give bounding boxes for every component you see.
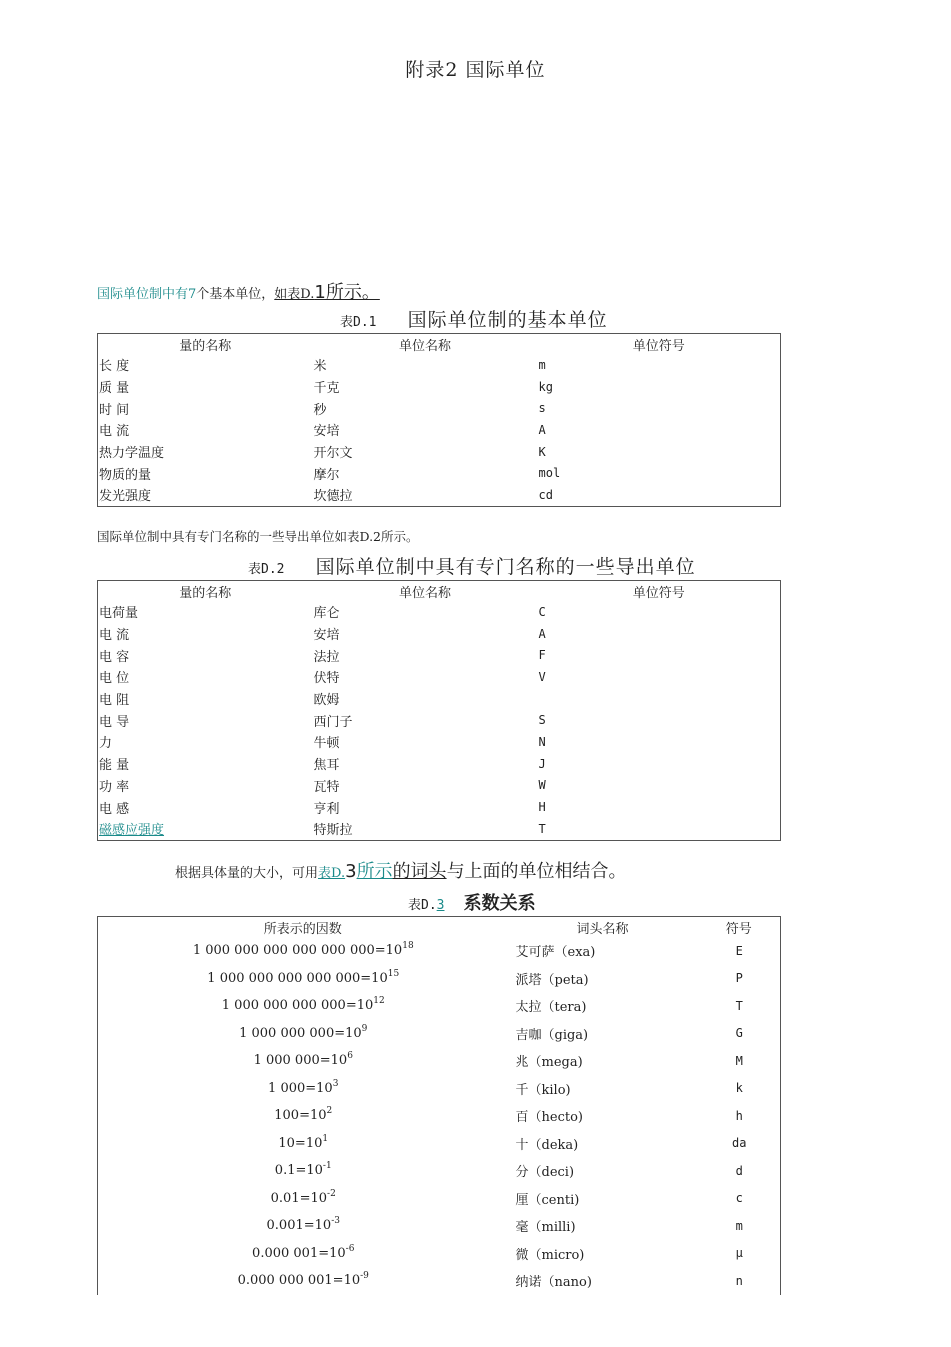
factor-cell [98,1102,508,1130]
quantity-name-cell: 时 间 [99,402,130,418]
factor-cell [98,1047,508,1075]
unit-name-cell: 牛顿 [313,736,340,752]
quantity-name-cell: 电 容 [99,649,130,665]
prefix-symbol-cell: m [735,1218,743,1233]
unit-name-cell: 安培 [313,424,340,440]
table-row [98,441,781,463]
header-unit-name: 单位名称 [398,338,451,354]
unit-symbol-cell: N [538,734,546,749]
unit-symbol-cell: H [538,800,546,815]
table-row [98,796,781,818]
unit-symbol-cell: F [538,648,546,663]
derived-units-table [97,580,781,841]
prefix-name-cell: 百（hecto) [515,1110,583,1126]
unit-symbol-cell: cd [538,487,553,502]
factor-exponent: 2 [326,1106,333,1117]
prefix-name-cell: 兆（mega) [515,1055,583,1071]
header-quantity-name: 量的名称 [179,338,232,354]
quantity-name-cell: 能 量 [99,758,130,774]
unit-symbol-cell: C [538,604,546,619]
base-units-body [98,354,781,506]
factor-value: 0.01=10 [270,1190,328,1206]
factor-value: 1 000 000 000=10 [239,1025,362,1041]
prefix-symbol-cell: h [735,1108,743,1123]
factor-cell [98,965,508,993]
factor-value: 100=10 [274,1108,327,1124]
unit-name-cell: 安培 [313,628,340,644]
intro-3-highlight: 所示 [356,861,393,882]
header-unit-symbol: 单位符号 [632,585,685,601]
quantity-name-cell: 质 量 [99,381,130,397]
table-row [98,937,781,965]
table-row [98,666,781,688]
table-row [98,397,781,419]
unit-name-cell: 开尔文 [313,446,353,462]
table-row [98,1130,781,1158]
table-3-caption [408,889,536,915]
table-row [98,731,781,753]
prefix-symbol-cell: T [735,998,743,1013]
table-3-caption-label: 表D. [408,898,437,913]
table-row [98,1157,781,1185]
factor-cell [98,1020,508,1048]
table-header-row [98,917,781,938]
unit-symbol-cell: m [538,357,546,372]
quantity-name-cell: 力 [99,736,113,752]
prefix-name-cell: 纳诺（nano) [515,1275,592,1291]
unit-symbol-cell [538,688,781,710]
factor-exponent: -1 [322,1161,332,1172]
factor-exponent: 6 [347,1051,353,1062]
intro-3-text: 根据具体量的大小，可用 [175,866,319,881]
prefix-name-cell: 分（deci) [515,1165,575,1181]
table-1-caption-label: 表D.1 [340,315,377,330]
quantity-name-cell: 电 导 [99,714,130,730]
factor-value: 0.000 000 001=10 [237,1273,361,1289]
table-row [98,688,781,710]
intro-paragraph-3 [175,857,627,883]
quantity-name-cell: 长 度 [99,359,130,375]
factor-exponent: -6 [345,1243,355,1254]
prefix-symbol-cell: μ [735,1246,743,1261]
table-row [98,709,781,731]
prefix-name-cell: 艾可萨（exa) [515,945,596,961]
table-1-reference-link[interactable]: 如表D. [274,287,315,302]
factor-exponent: 1 [322,1133,329,1144]
table-row [98,419,781,441]
quantity-name-cell: 热力学温度 [99,446,165,462]
factor-value: 1 000=10 [268,1080,333,1096]
table-header-row [98,581,781,602]
factor-value: 1 000 000 000 000 000=10 [207,970,388,986]
unit-name-cell: 法拉 [313,649,340,665]
prefix-name-cell: 太拉（tera) [515,1000,587,1016]
table-row [98,775,781,797]
unit-name-cell: 千克 [313,381,340,397]
intro-2-text: 国际单位制中具有专门名称的一些导出单位如表D.2 [97,529,382,544]
factor-cell [98,1185,508,1213]
prefix-symbol-cell: da [732,1136,747,1151]
table-row [98,1075,781,1103]
intro-1-text: 个基本单位， [196,287,275,302]
prefix-name-cell: 千（kilo) [515,1082,571,1098]
quantity-name-cell: 电荷量 [99,606,139,622]
factor-cell [98,1267,508,1295]
table-row [98,1267,781,1295]
unit-symbol-cell: mol [538,466,561,481]
prefix-symbol-cell: P [735,971,743,986]
unit-symbol-cell: kg [538,379,553,394]
quantity-name-cell: 电 流 [99,628,130,644]
base-units-table [97,333,781,507]
factor-value: 0.1=10 [274,1163,323,1179]
table-row [98,1185,781,1213]
table-row [98,1047,781,1075]
table-3-reference-link[interactable]: 表D. [318,866,346,881]
unit-name-cell: 欧姆 [313,693,340,709]
table-3-reference-number: 3 [345,861,357,882]
prefix-name-cell: 微（micro) [515,1247,585,1263]
prefix-name-cell: 十（deka) [515,1137,579,1153]
table-1-reference-suffix: 1所示。 [314,282,380,303]
prefix-symbol-cell: M [735,1053,743,1068]
factor-exponent: 12 [373,996,385,1007]
table-row [98,601,781,623]
factor-value: 1 000 000=10 [253,1053,348,1069]
header-quantity-name: 量的名称 [179,585,232,601]
table-row [98,1020,781,1048]
prefix-symbol-cell: k [735,1081,743,1096]
quantity-name-cell: 电 位 [99,671,130,687]
prefix-symbol-cell: c [735,1191,743,1206]
unit-name-cell: 特斯拉 [313,823,353,839]
quantity-name-cell: 磁感应强度 [99,823,165,839]
prefix-name-cell: 毫（milli) [515,1220,576,1236]
factor-value: 0.000 001=10 [252,1245,346,1261]
table-row [98,376,781,398]
prefix-body [98,937,781,1295]
unit-symbol-cell: A [538,626,546,641]
table-row [98,818,781,840]
page-title: 附录2 国际单位 [405,59,546,81]
table-row [98,484,781,506]
table-row [98,462,781,484]
quantity-name-cell: 电 感 [99,801,130,817]
prefix-name-cell: 吉咖（giga) [515,1027,589,1043]
table-2-caption-label: 表D.2 [248,562,285,577]
factor-cell [98,1240,508,1268]
factor-exponent: 3 [332,1078,339,1089]
factor-value: 0.001=10 [266,1218,332,1234]
table-row [98,644,781,666]
table-header-row [98,334,781,355]
unit-name-cell: 摩尔 [313,467,340,483]
intro-paragraph-2 [97,527,419,545]
table-row [98,1102,781,1130]
prefix-symbol-cell: G [735,1026,743,1041]
prefix-symbol-cell: d [735,1163,743,1178]
header-unit-symbol: 单位符号 [632,338,685,354]
unit-symbol-cell: s [538,401,546,416]
header-prefix-name: 词头名称 [576,921,629,937]
unit-symbol-cell: J [538,756,546,771]
table-1-caption-title: 国际单位制的基本单位 [407,309,608,331]
unit-name-cell: 秒 [313,402,327,418]
unit-name-cell: 瓦特 [313,779,340,795]
factor-cell [98,1130,508,1158]
quantity-name-cell: 电 流 [99,424,130,440]
table-2-caption [248,552,696,579]
unit-name-cell: 坎德拉 [313,489,353,505]
unit-symbol-cell: V [538,669,546,684]
header-symbol: 符号 [725,921,752,937]
unit-name-cell: 库仑 [313,606,340,622]
factor-exponent: -3 [331,1216,340,1227]
factor-value: 10=10 [278,1135,323,1151]
factor-value: 1 000 000 000 000=10 [221,998,374,1014]
unit-name-cell: 西门子 [313,714,353,730]
prefix-name-cell: 厘（centi) [515,1192,580,1208]
factor-cell [98,1212,508,1240]
unit-name-cell: 米 [313,359,327,375]
table-row [98,623,781,645]
table-row [98,965,781,993]
prefix-symbol-cell: E [735,943,743,958]
table-row [98,753,781,775]
table-1-caption [340,305,608,332]
intro-3-prefix-text: 的词头 [392,861,447,882]
table-2-caption-title: 国际单位制中具有专门名称的一些导出单位 [315,556,696,578]
table-3-caption-number: 3 [436,898,445,913]
unit-symbol-cell: T [538,821,546,836]
intro-1-highlight: 国际单位制中有7 [97,287,197,302]
unit-name-cell: 伏特 [313,671,340,687]
factor-exponent: 18 [402,941,414,952]
factor-exponent: -9 [360,1271,369,1282]
factor-exponent: 15 [387,968,400,979]
table-3-caption-title: 系数关系 [463,893,536,914]
quantity-name-cell: 电 阻 [99,693,130,709]
quantity-name-cell: 功 率 [99,779,130,795]
unit-symbol-cell: W [538,778,546,793]
intro-paragraph-1 [97,278,380,304]
table-row [98,354,781,376]
intro-3-tail: 与上面的单位相结合。 [446,861,627,882]
table-row [98,1240,781,1268]
factor-exponent: 9 [361,1023,368,1034]
derived-units-body [98,601,781,840]
prefix-table [97,916,781,1295]
factor-value: 1 000 000 000 000 000 000=10 [192,943,403,959]
factor-exponent: -2 [327,1188,336,1199]
unit-symbol-cell: K [538,444,546,459]
factor-cell [98,1157,508,1185]
factor-cell [98,992,508,1020]
intro-2-tail: 所示。 [381,529,419,544]
unit-symbol-cell: A [538,422,546,437]
header-unit-name: 单位名称 [398,585,451,601]
header-factor: 所表示的因数 [263,921,342,937]
prefix-symbol-cell: n [735,1273,743,1288]
unit-name-cell: 亨利 [313,801,340,817]
prefix-name-cell: 派塔（peta) [515,972,589,988]
unit-name-cell: 焦耳 [313,758,340,774]
table-row [98,1212,781,1240]
table-row [98,992,781,1020]
unit-symbol-cell: S [538,713,546,728]
quantity-name-cell: 物质的量 [99,467,152,483]
factor-cell [98,937,508,965]
quantity-name-cell: 发光强度 [99,489,152,505]
factor-cell [98,1075,508,1103]
